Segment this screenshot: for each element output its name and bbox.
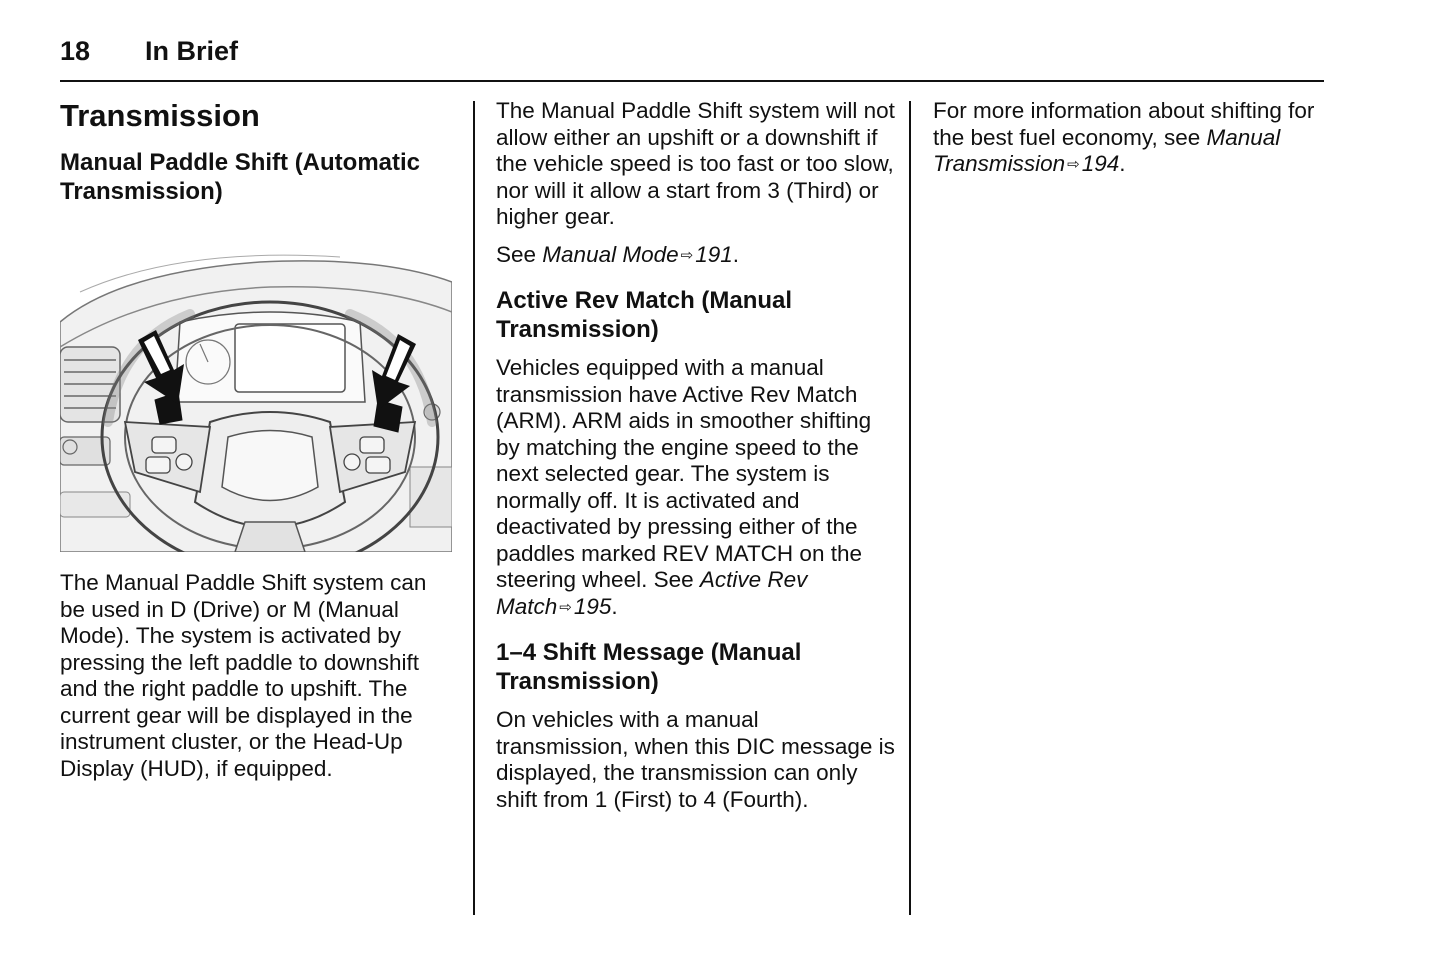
page-header: [60, 34, 1324, 82]
subheading-paddle-shift: Manual Paddle Shift (Automatic Transmission): [60, 149, 421, 205]
paddle-shift-description: The Manual Paddle Shift system can be used in D (Drive) or M (Manual Mode). The system is activated by pressing the left paddle to downshift and the right paddle to upshift. The current gear will be displayed in the instrument cluster, or the Head-Up Display (HUD), if equipped.: [60, 570, 427, 781]
section-name: In Brief: [145, 36, 239, 66]
arm-body-text: Vehicles equipped with a manual transmission have Active Rev Match (ARM). ARM aids in smoother shifting by matching the engine speed to the next selected gear. The system is normally off. It is activated and deactivated by pressing either of the paddles marked REV MATCH on the steering wheel. See: [496, 355, 872, 592]
fuel-economy-text: For more information about shifting for the best fuel economy, see: [933, 98, 1315, 150]
column-middle: [496, 98, 896, 813]
see-manual-mode: See Manual Mode ⇨191.: [496, 241, 740, 267]
link-active-rev-match[interactable]: Active Rev Match: [496, 567, 808, 619]
page-ref-arrow-icon: ⇨: [559, 598, 572, 616]
page-ref-194[interactable]: 194: [1081, 151, 1120, 176]
link-manual-transmission[interactable]: Manual Transmission: [933, 124, 1281, 176]
column-divider: [909, 101, 911, 915]
page-ref-195[interactable]: 195: [573, 593, 612, 619]
paddle-shift-limits: The Manual Paddle Shift system will not allow either an upshift or a downshift if the vehicle speed is too fast or too slow, nor will it allow a start from 3 (Third) or higher gear.: [496, 98, 895, 229]
heading-active-rev-match: Active Rev Match (Manual Transmission): [496, 287, 793, 343]
link-manual-mode[interactable]: Manual Mode: [542, 241, 679, 267]
page-ref-arrow-icon: ⇨: [1067, 156, 1080, 173]
page-ref-arrow-icon: ⇨: [680, 246, 694, 264]
active-rev-match-description: Vehicles equipped with a manual transmission have Active Rev Match (ARM). ARM aids in smoother shifting by matching the engine speed to the next selected gear. The system is normally off. It is activated and deactivated by pressing either of the paddles marked REV MATCH on the steering wheel. See Active Rev Match ⇨195.: [496, 355, 872, 619]
see-prefix: See: [496, 241, 543, 267]
page-ref-191[interactable]: 191: [695, 241, 733, 267]
heading-shift-message: 1–4 Shift Message (Manual Transmission): [496, 639, 802, 695]
column-divider: [473, 101, 475, 915]
fuel-economy-note: For more information about shifting for the best fuel economy, see Manual Transmission ⇨194.: [933, 98, 1315, 176]
column-left: [60, 98, 455, 782]
page-title: Transmission: [60, 98, 260, 133]
column-right: [933, 98, 1325, 181]
steering-wheel-illustration: [60, 252, 452, 552]
page-number: 18: [60, 36, 91, 66]
shift-message-description: On vehicles with a manual transmission, when this DIC message is displayed, the transmission can only shift from 1 (First) to 4 (Fourth).: [496, 707, 895, 812]
